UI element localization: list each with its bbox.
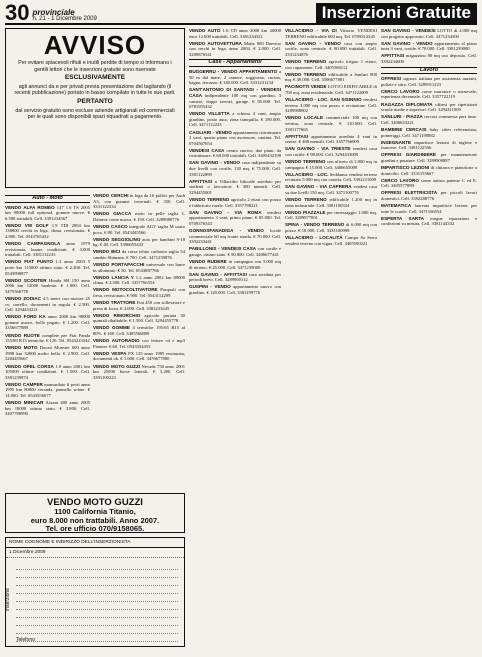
listing-heading: AFFITTASI — [381, 53, 405, 59]
classified-listing — [5, 364, 90, 381]
listing-heading: ESPERTA SARTA — [381, 215, 424, 221]
listing-heading: CAGLIARI - VENDO — [189, 129, 232, 135]
classified-listing — [93, 249, 185, 260]
listing-heading: OFFRESI — [381, 76, 401, 82]
listing-heading: VILLACIDRO - LOC. SAN SISINNIO — [285, 97, 362, 103]
classified-listing — [189, 197, 281, 208]
section-title: Inserzioni Gratuite — [316, 3, 477, 23]
listing-heading: VENDO LANCIA Y — [93, 274, 134, 280]
listing-text: casa con ampio cortile, zona centrale. € 80.000 trattabili. Cell. 3331234876 — [285, 40, 377, 57]
listing-text: Pasquali con fresa, revisionato. € 900. Tel. 0543112299 — [93, 287, 185, 298]
notice-title: AVVISO — [43, 30, 147, 60]
listing-text: anno 2000 km 98000 gomme nuove, bollo pagato. € 1.200. Cell. 3356677889 — [5, 314, 90, 331]
classified-listing — [189, 41, 281, 58]
classified-listing — [381, 140, 477, 151]
listing-text: locale commerciale 60 mq fronte strada. € 70.000. Cell. 3392233441 — [189, 228, 281, 245]
classified-listing — [285, 41, 377, 58]
classified-listing — [93, 193, 185, 210]
listing-text: mansardato 6 posti anno 1995 km 80000 veranda, pannello solare. € 14.000. Tel. 0543556677 — [5, 381, 90, 398]
listing-text: edificabile a Sanluri 800 mq. € 40.000. Cell. 3396677881 — [285, 71, 377, 83]
listing-text: vendesi appartamento 3 vani, primo piano. € 85.000. Tel. 0709376543 — [189, 209, 281, 226]
classified-listing — [381, 178, 477, 189]
listing-text: appartamento al piano terra 3 vani, cortile. € 70.000. Cell. 3381239000 — [381, 40, 477, 52]
listing-heading: PABILLONIS - VENDESI CASA — [189, 246, 257, 252]
classified-listing — [5, 296, 90, 313]
classified-listing — [5, 400, 90, 417]
classified-listing — [285, 134, 377, 145]
classified-listing — [5, 382, 90, 399]
listing-heading: VENDO GOMME — [93, 325, 130, 331]
listing-heading: VENDO GIACCA — [93, 211, 132, 217]
listing-text: 147 1.6 TS 2005 km 90000 full optional, gomme nuove. € 6.500 trattabili. Cell. 3391234567 — [5, 204, 90, 221]
listing-heading: SPINA - VENDO TERRENO — [285, 222, 345, 228]
coupon-line[interactable] — [16, 634, 178, 642]
notice-line-1: Per evitare spiacevoli rifiuti e inutili perdite di tempo si informano i gentili lettori che le inserzioni gratuite sono riservate — [18, 60, 172, 73]
listing-text: vendesi casa su due livelli 150 mq. Cell. 3471100776 — [285, 184, 377, 195]
classified-listing — [381, 152, 477, 163]
listing-text: indipendente 100 mq con giardino, 3 camere, doppi servizi, garage. € 95.000. Tel. 0781955432 — [189, 92, 281, 110]
listing-heading: VENDO AUTOVETTURA — [189, 40, 242, 46]
classified-listing — [285, 97, 377, 114]
classified-listing — [189, 246, 281, 257]
listing-text: LOTTO di 2.000 mq con progetto approvato. Cell. 3471234500 — [381, 28, 477, 39]
listing-heading: INSEGNANTE — [381, 139, 412, 145]
listing-text: esegue riparazioni e confezioni su misura. Cell. 3381144332 — [381, 215, 477, 227]
classified-listing — [189, 228, 281, 245]
listing-heading: SAN GAVINO - VIA ROMA — [189, 209, 262, 215]
column-1 — [5, 193, 90, 488]
coupon-line[interactable] — [16, 602, 178, 610]
classified-listing — [93, 211, 185, 222]
notice-line-4: PERTANTO — [77, 97, 113, 105]
listing-heading: VENDO FIAT PUNTO — [5, 259, 53, 265]
classified-listing — [285, 84, 377, 95]
listing-text: in lega da 16 pollici per Audi A3, con gomme invernali. € 350. Cell. 3331122334 — [93, 193, 185, 210]
publication-info — [32, 9, 96, 23]
publication-name: provinciale — [32, 8, 75, 17]
listing-text: Honda SH 150 anno 2006 km 12000 bauletto. € 1.800. Cell. 3475566778 — [5, 277, 90, 294]
listing-heading: VENDO CASCO — [93, 223, 128, 229]
ad-line-3: euro 8.000 non trattabili. Anno 2007. — [30, 515, 160, 525]
classified-listing — [5, 333, 90, 344]
notice-line-2: ESCLUSIVAMENTE — [64, 74, 126, 82]
listing-heading: SAN GAVINO - VENDESI — [381, 28, 436, 33]
classified-listing — [93, 262, 185, 273]
classified-listing — [189, 111, 281, 128]
listing-heading: SAN GAVINO - VENDO — [189, 160, 240, 166]
classified-listing — [93, 224, 185, 235]
listing-text: Fiat 450 con sollevatore e presa di forza. € 4.000. Cell. 3382233445 — [93, 300, 185, 311]
listing-heading: GONNOSFANADIGA - VENDO — [189, 228, 264, 233]
listing-text: Nevada 750 anno 2001 km 25000 borse laterali. € 3.200. Cell. 3391100223 — [93, 363, 185, 380]
listing-text: baby sitter referenziata, pomeriggi. Cell. 3471199882 — [381, 126, 477, 138]
listing-text: universale con barre in alluminio. € 50. Tel. 0543887766 — [93, 262, 185, 273]
listing-text: Campu Sa Serra vendesi terreno con vigna. Cell. 3405500221 — [285, 235, 377, 246]
coupon-line[interactable] — [16, 562, 178, 570]
classified-listing — [381, 53, 477, 64]
listing-heading: VENDO CAMPER — [5, 381, 43, 387]
listing-text: di 6.000 mq con pozzo. € 18.000. Cell. 3331100998 — [285, 222, 377, 233]
coupon-line[interactable] — [16, 586, 178, 594]
listing-text: Ducati Monster 600 anno 1998 km 32000 molto bella. € 2.900. Cell. 3284455667 — [5, 345, 90, 362]
listing-text: con cortile e garage, ottimo stato. € 90.000. Cell. 3406677441 — [189, 246, 281, 257]
listing-heading: VENDO PORTAPACCHI — [93, 262, 145, 268]
classified-listing — [5, 345, 90, 362]
listing-text: LOTTO EDIFICABILE di 700 mq, zona residenziale. Cell. 3471122009 — [285, 84, 377, 95]
listing-text: commerciale 100 mq con vetrina, zona centrale. € 110.000. Cell. 3381177665 — [285, 115, 377, 132]
classified-listing — [189, 272, 281, 283]
moto-guzzi-ad — [5, 493, 185, 533]
listing-text: centro storico, due piani, da ristrutturare. € 60.000 trattabili. Cell. 3405432198 — [189, 147, 281, 159]
listing-heading: VILLACIDRO - VIA DI — [285, 28, 337, 33]
listing-text: agricolo portata 30 quintali ribaltabile. € 1.500. Cell. 3294455778 — [93, 312, 185, 324]
listing-text: a 50 m dal mare, 2 camere, soggiorno, cucina, bagno, terrazzo. € 140.000. Cell. 3331231234 — [189, 69, 281, 86]
listing-text: appartamento arredato 4 vani in centro. € 400 mensili. Cell. 3357766009 — [285, 133, 377, 145]
listing-heading: VILLACIDRO - LOC. — [285, 171, 329, 177]
listing-text: cercasi commessa part time. Cell. 3406633221 — [381, 114, 477, 125]
columns — [5, 28, 477, 652]
coupon-header: NOME COGNOME E INDIRIZZO DELL'INSERZIONISTA — [6, 538, 184, 548]
listing-text: di chitarra e pianoforte a domicilio. Cell. 3331155667 — [381, 164, 477, 176]
listing-heading: OFFRESI GIARDINIERE — [381, 152, 436, 158]
classified-listing — [189, 69, 281, 86]
classified-listing — [189, 28, 281, 39]
column-4 — [285, 28, 377, 647]
classified-listing — [381, 89, 477, 100]
listing-text: per rimessaggio 1.000 mq. Cell. 3289977001 — [285, 209, 377, 221]
classified-listing — [285, 146, 377, 157]
listing-heading: VENDO BICI — [93, 249, 121, 255]
category-heading: Case - Appartamenti — [189, 59, 281, 67]
listing-heading: VENDO AUTO — [189, 28, 221, 33]
listing-heading: RAGAZZA DIPLOMATA — [381, 101, 433, 107]
listing-text: per manutenzione giardini e potature. Cell. 3289900887 — [381, 152, 477, 163]
listing-text: per piccoli lavori domestici. Cell. 3392288776 — [381, 190, 477, 201]
coupon-date: 1 Dicembre 2009 — [6, 548, 184, 558]
coupon-form — [5, 537, 185, 647]
listing-heading: VENDO TERRENO — [285, 71, 327, 77]
coupon-line[interactable] — [16, 570, 178, 578]
classified-listing — [381, 114, 477, 125]
listing-heading: BUGGERRU - VENDO APPARTAMENTO — [189, 69, 278, 75]
listing-heading: IMPARTISCO LEZIONI — [381, 164, 430, 170]
listing-heading: SANLURI - PIAZZA — [381, 114, 423, 120]
listing-text: 4 termiche 195/65 R15 al 80%. € 160. Cell. 3405566889 — [93, 325, 185, 337]
classified-listing — [5, 314, 90, 331]
page-number: 30 — [5, 0, 30, 25]
listing-heading: VENDO VILLETTA — [189, 111, 230, 117]
classified-listing — [285, 222, 377, 233]
classified-listing — [93, 325, 185, 336]
classified-listing — [285, 235, 377, 246]
listing-heading: VENDO AUTORADIO — [93, 338, 140, 344]
listing-text: da corsa telaio carbonio taglia 54 cambio Shimano. € 700. Cell. 3471239876 — [93, 249, 185, 260]
classified-listing — [381, 203, 477, 214]
listing-text: anno 1979 revisionata, buone condizioni. € 3.000 trattabili. Cell. 3381112233 — [5, 241, 90, 258]
coupon-lines[interactable] — [16, 562, 178, 642]
listing-heading: OFFRESI ELETTRICISTA — [381, 190, 438, 196]
listing-heading: VENDO LOCALE — [285, 115, 324, 121]
listing-text: come muratore o manovale, esperienza decennale. Cell. 3357722119 — [381, 88, 477, 100]
listing-heading: SANT'ANTONIO DI SANTADI - VENDESI CASA — [189, 87, 281, 98]
classified-listing — [285, 159, 377, 170]
listing-heading: VENDO RUDERE — [189, 258, 227, 264]
classified-listing — [189, 130, 281, 147]
listing-text: Aixam 400 anno 2005 km 18000 ottimo stato. € 3.800. Cell. 3407788990 — [5, 400, 90, 417]
listing-heading: VENDO PIAZZALE — [285, 209, 326, 215]
listing-heading: VENDO VESPA — [93, 350, 127, 356]
listing-heading: PACINOTTI VENDE — [285, 84, 327, 90]
listing-text: appartamento nuovo con giardino. € 120.000. Cell. 3381199776 — [189, 284, 281, 295]
classified-listing — [285, 184, 377, 195]
listing-text: vendesi casa con cortile. € 98.000. Cell. 3294433009 — [285, 146, 377, 157]
listing-heading: VENDO FORD KA — [5, 314, 46, 320]
listing-text: a Villacidro bilocale arredato per studenti o lavoratori. € 300 mensili. Cell. 3294455001 — [189, 178, 281, 195]
classified-listing — [285, 72, 377, 83]
listing-text: 1.2 anno 2003 5 porte km 115000 ottimo stato. € 2.200. Tel. 0543998877 — [5, 259, 90, 276]
coupon-line[interactable] — [16, 610, 178, 618]
listing-text: 1.9 TDI 2004 km 138000 cerchi in lega, clima, revisionata. € 4.800. Tel. 0543765432 — [5, 222, 90, 240]
listing-text: agricolo 2 ettari con pozzo e fabbricato rurale. Cell. 3357788221 — [189, 197, 281, 208]
classified-listing — [381, 41, 477, 52]
classified-listing — [93, 351, 185, 362]
coupon-footer: Telefono — [16, 637, 35, 643]
classified-listing — [93, 275, 185, 286]
notice-line-3: agli annunci da e per privati previa presentazione del tagliando (il recenti pubblicazione) portato in basso compilato in tutte le sue parti. — [14, 83, 176, 97]
listing-heading: VENDESI CASA — [189, 147, 225, 153]
classified-listing — [5, 278, 90, 295]
classified-listing — [5, 241, 90, 258]
listing-heading: AFFITTASI — [285, 133, 309, 139]
listing-heading: VENDO RUOTE — [5, 332, 40, 338]
classified-listing — [189, 210, 281, 227]
column-2-listings — [93, 193, 185, 380]
coupon-line[interactable] — [16, 618, 178, 626]
listing-text: complete per Fiat Panda 155/80 R13 termiche. € 120. Tel. 0543223344 — [5, 332, 90, 344]
classified-listing — [5, 259, 90, 276]
listing-text: magazzino 80 mq uso deposito. Cell. 3392234000 — [381, 53, 477, 64]
listing-text: moto in pelle taglia L Dainese come nuova. € 150. Cell. 3289988776 — [93, 211, 185, 222]
listing-text: integrale AGV taglia M usato poco. € 80. Tel. 0543445566 — [93, 223, 185, 235]
ad-line-4: Tel. ore ufficio 070/9158065. — [45, 524, 145, 533]
listing-text: 1.6 TD anno 2008 km 40000 euro 12.000 trattabili. Cell. 3381234321 — [189, 28, 281, 39]
listing-text: auto per bambini 9-18 kg. € 40. Cell. 3396655443 — [93, 236, 185, 248]
listing-heading: VENDO RIMORCHIO — [93, 312, 141, 318]
coupon-line[interactable] — [16, 594, 178, 602]
listing-heading: VENDO SCOOTER — [5, 277, 47, 283]
listing-text: con uliveto di 2.000 mq in campagna. € 15.000. Cell. 3406655009 — [285, 158, 377, 170]
column-5-listings — [381, 28, 477, 227]
classified-listing — [5, 205, 90, 222]
category-heading: Auto - Moto — [5, 195, 90, 203]
classified-listing — [189, 148, 281, 159]
listing-text: casa arredata per periodi brevi. Cell. 3289900112 — [189, 271, 281, 283]
listing-heading: VENDO TERRENO — [285, 197, 327, 203]
ad-line-2: 1100 California Titanio, — [54, 507, 136, 516]
listing-heading: BAMBINE CERCASI — [381, 126, 427, 132]
listing-heading: VENDO MOTOCOLTIVATORE — [93, 287, 158, 293]
listing-heading: VENDO TRATTORE — [93, 300, 136, 306]
listing-heading: VILLACIDRO - LOCALITÀ — [285, 235, 343, 241]
coupon-line[interactable] — [16, 626, 178, 634]
masthead — [5, 0, 477, 25]
listing-heading: CERCO LAVORO — [381, 177, 419, 183]
issue-date: n. 21 - 1 Dicembre 2009 — [32, 16, 97, 22]
classified-listing — [189, 179, 281, 196]
listing-text: impartisce lezioni di inglese e francese. Cell. 3381122556 — [381, 139, 477, 151]
classified-listing — [189, 284, 281, 295]
listing-heading: VENDO ALFA ROMEO — [5, 204, 55, 210]
classified-listing — [5, 223, 90, 240]
listing-heading: SAN GAVINO - VENDO — [381, 40, 433, 46]
classified-listing — [381, 190, 477, 201]
classified-listing — [381, 102, 477, 113]
listing-text: laureata impartisce lezioni per tutte le scuole. Cell. 3471166554 — [381, 203, 477, 214]
listing-text: PX 125 anno 1985 restaurata, documenti ok. € 1.600. Cell. 3476677880 — [93, 350, 185, 362]
listing-text: Matiz 800 Daewoo con cerchi in lega, anno 2004. € 2.000. Cell. 3289876541 — [189, 40, 281, 57]
classified-listing — [189, 160, 281, 177]
category-heading: Lavoro — [381, 67, 477, 75]
classified-listing — [189, 87, 281, 109]
listing-text: agricolo irriguo 1 ettaro, con capannone. Cell. 3405566112 — [285, 58, 377, 70]
classified-listing — [381, 165, 477, 176]
listing-heading: VENDO MINICAR — [5, 400, 44, 406]
listing-text: offresi per ripetizioni scuole medie e superiori. Cell. 3294411009 — [381, 101, 477, 113]
listing-text: edificabile 1.200 mq in zona industriale. Cell. 3381100334 — [285, 197, 377, 208]
listing-text: signora italiana per assistenza anziani, pulizie e stiro. Cell. 3289911223 — [381, 76, 477, 87]
classified-listing — [285, 197, 377, 208]
listing-heading: SAN GAVINO - AFFITTASI — [189, 271, 247, 277]
listing-text: appartamento ristrutturato 3 vani, quarto piano con ascensore, cantina. Tel. 0704567654 — [189, 129, 281, 146]
classified-listing — [93, 364, 185, 381]
listing-heading: VENDO SEGGIOLINO — [93, 236, 141, 242]
ad-line-1: VENDO MOTO GUZZI — [47, 497, 143, 508]
listing-text: 4.5 metri con motore 25 cv, carrello, documenti in regola. € 2.500. Cell. 3294433221 — [5, 296, 90, 313]
listing-text: vendesi terreno 3.000 mq con pozzo e recinzione. Cell. 3289988002 — [285, 97, 377, 114]
listing-heading: VENDO OPEL CORSA — [5, 363, 54, 369]
listing-heading: SAN GAVINO - VIA TRIESTE — [285, 146, 351, 152]
listing-heading: SAN GAVINO - VIA CAPRERA — [285, 184, 352, 190]
listing-text: a schiera 4 vani, ampio giardino, posto auto, zona tranquilla. € 180.000. Cell. 3471112233 — [189, 111, 281, 128]
classified-listing — [285, 210, 377, 221]
listing-heading: VENDO MOTO — [5, 345, 38, 351]
listing-heading: VENDO TERRENO — [285, 58, 327, 64]
classified-listing — [93, 287, 185, 298]
listing-text: casa indipendente su due livelli con cortile, 130 mq. € 75.000. Cell. 3381122899 — [189, 160, 281, 177]
column-3 — [189, 28, 281, 647]
classified-listing — [93, 237, 185, 248]
column-2 — [93, 193, 185, 488]
classified-listing — [285, 28, 377, 39]
classified-listing — [381, 127, 477, 138]
notice-line-5: dal servizio gratuito sono escluse aziende artigianali ed commerciali per le quali sono disponibili spazi riquadrati a pagamento. — [15, 107, 175, 121]
listing-heading: GUSPINI - VENDO — [189, 284, 231, 290]
column-5 — [381, 28, 477, 647]
classified-listing — [93, 300, 185, 311]
listing-heading: VENDO TERRENO — [285, 158, 326, 164]
classified-listing — [285, 59, 377, 70]
listing-text: con lettore cd e mp3 Pioneer. € 60. Tel. 0543334455 — [93, 338, 185, 349]
listing-heading: VENDO TERRENO — [189, 197, 230, 203]
classified-listing — [381, 76, 477, 87]
listing-heading: SAN GAVINO - VENDO — [285, 40, 341, 46]
classified-listing — [93, 313, 185, 324]
listing-text: 1.2 anno 2002 km 89000 clima. € 2.300. Cell. 3357766554 — [93, 274, 185, 286]
classified-listing — [381, 28, 477, 39]
coupon-line[interactable] — [16, 578, 178, 586]
classified-listing — [285, 115, 377, 132]
classified-listing — [189, 259, 281, 270]
listing-heading: MATEMATICA — [381, 203, 412, 209]
listing-text: Seddanus vendesi terreno recintato 5.000 mq con casetta. Cell. 3392211009 — [285, 171, 377, 183]
column-1-listings — [5, 205, 90, 417]
listing-heading: AFFITTASI — [189, 178, 213, 184]
listing-heading: VENDO VW GOLF — [5, 222, 49, 228]
listing-text: Vittorio VENDESI TERRENO edificabile 600 mq. Tel. 0709312345 — [285, 28, 377, 39]
column-3-listings — [189, 28, 281, 296]
classified-listing — [381, 216, 477, 227]
listing-text: come autista patente C ed E. Cell. 3405577889 — [381, 177, 477, 189]
column-4-listings — [285, 28, 377, 246]
classified-listing — [285, 172, 377, 183]
listing-heading: VENDO CERCHI — [93, 193, 129, 198]
listing-heading: VENDO CAMPAGNOLA — [5, 241, 61, 247]
notice-box — [5, 28, 185, 188]
listing-text: in campagna con 5.000 mq di terreno. € 25.000. Cell. 3471239000 — [189, 258, 281, 270]
listing-heading: VENDO ZODIAC — [5, 296, 41, 301]
coupon-side-label: Inserzione — [5, 588, 11, 612]
classified-listing — [93, 338, 185, 349]
listing-heading: CERCO LAVORO — [381, 88, 420, 94]
listing-text: 1.0 anno 2001 km 105000 ottime condizioni. € 1.500. Cell. 3381239874 — [5, 363, 90, 380]
listing-heading: VENDO MOTO GUZZI — [93, 363, 141, 369]
